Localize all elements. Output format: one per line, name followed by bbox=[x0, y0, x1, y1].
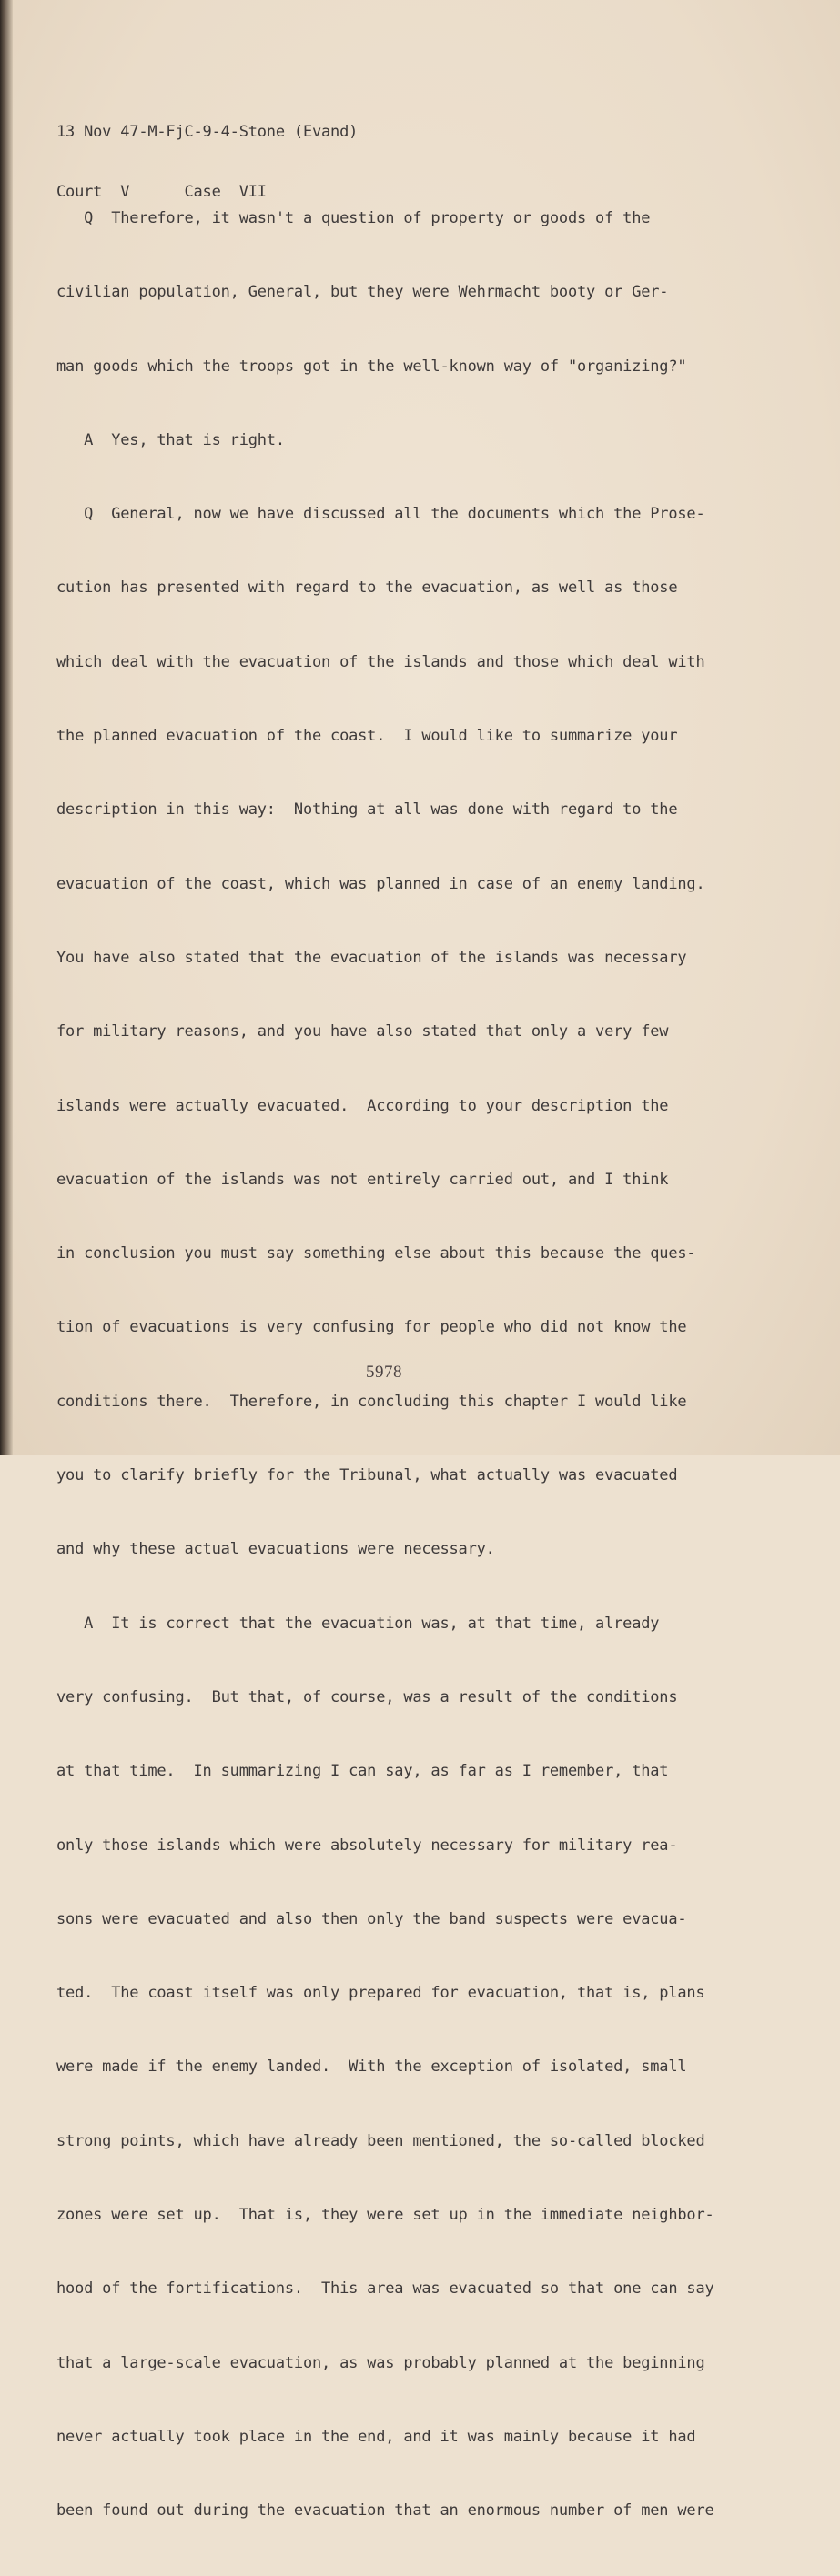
header-date-line: 13 Nov 47-M-FjC-9-4-Stone (Evand) bbox=[56, 123, 359, 141]
page-left-edge bbox=[0, 0, 13, 1455]
transcript-line: evacuation of the islands was not entirely carried out, and I think bbox=[56, 1170, 669, 1189]
transcript-line: A Yes, that is right. bbox=[56, 430, 285, 449]
transcript-line: cution has presented with regard to the evacuation, as well as those bbox=[56, 579, 678, 598]
transcript-line: ted. The coast itself was only prepared for evacuation, that is, plans bbox=[56, 1984, 705, 2003]
transcript-line: for military reasons, and you have also stated that only a very few bbox=[56, 1022, 669, 1041]
transcript-line: and why these actual evacuations were necessary. bbox=[56, 1540, 495, 1559]
transcript-line: at that time. In summarizing I can say, as far as I remember, that bbox=[56, 1762, 669, 1781]
transcript-line: zones were set up. That is, they were set up in the immediate neighbor- bbox=[56, 2206, 714, 2225]
transcript-line: Q Therefore, it wasn't a question of property or goods of the bbox=[56, 209, 651, 227]
transcript-body bbox=[56, 173, 784, 2576]
transcript-line: man goods which the troops got in the well-known way of "organizing?" bbox=[56, 357, 687, 376]
transcript-line: evacuation of the coast, which was planned in case of an enemy landing. bbox=[56, 874, 705, 893]
transcript-line: in conclusion you must say something else about this because the ques- bbox=[56, 1244, 696, 1263]
transcript-line: description in this way: Nothing at all was done with regard to the bbox=[56, 800, 678, 820]
transcript-line: You have also stated that the evacuation of the islands was necessary bbox=[56, 948, 687, 967]
transcript-line: Q General, now we have discussed all the documents which the Prose- bbox=[56, 505, 705, 524]
transcript-line: strong points, which have already been mentioned, the so-called blocked bbox=[56, 2131, 705, 2150]
transcript-line: been found out during the evacuation that an enormous number of men were bbox=[56, 2501, 714, 2521]
transcript-line: which deal with the evacuation of the islands and those which deal with bbox=[56, 652, 705, 671]
header-court-case-line: Court V Case VII bbox=[56, 183, 267, 201]
transcript-line: only those islands which were absolutely necessary for military rea- bbox=[56, 1836, 678, 1855]
transcript-line: very confusing. But that, of course, was a result of the conditions bbox=[56, 1687, 678, 1706]
transcript-line: were made if the enemy landed. With the exception of isolated, small bbox=[56, 2058, 687, 2077]
transcript-line: sons were evacuated and also then only the band suspects were evacua- bbox=[56, 1909, 687, 1928]
transcript-line: islands were actually evacuated. According to your description the bbox=[56, 1096, 669, 1115]
transcript-line: civilian population, General, but they were Wehrmacht booty or Ger- bbox=[56, 283, 669, 302]
transcript-line: never actually took place in the end, and it was mainly because it had bbox=[56, 2427, 696, 2446]
transcript-line: that a large-scale evacuation, as was probably planned at the beginning bbox=[56, 2353, 705, 2372]
transcript-line: the planned evacuation of the coast. I would like to summarize your bbox=[56, 727, 678, 746]
transcript-line: tion of evacuations is very confusing for people who did not know the bbox=[56, 1318, 687, 1337]
transcript-line: A It is correct that the evacuation was, at that time, already bbox=[56, 1614, 660, 1633]
transcript-line: conditions there. Therefore, in concluding this chapter I would like bbox=[56, 1392, 687, 1411]
transcript-line: hood of the fortifications. This area was evacuated so that one can say bbox=[56, 2279, 714, 2299]
transcript-line: you to clarify briefly for the Tribunal, what actually was evacuated bbox=[56, 1466, 678, 1485]
page-number: 5978 bbox=[366, 1363, 402, 1382]
